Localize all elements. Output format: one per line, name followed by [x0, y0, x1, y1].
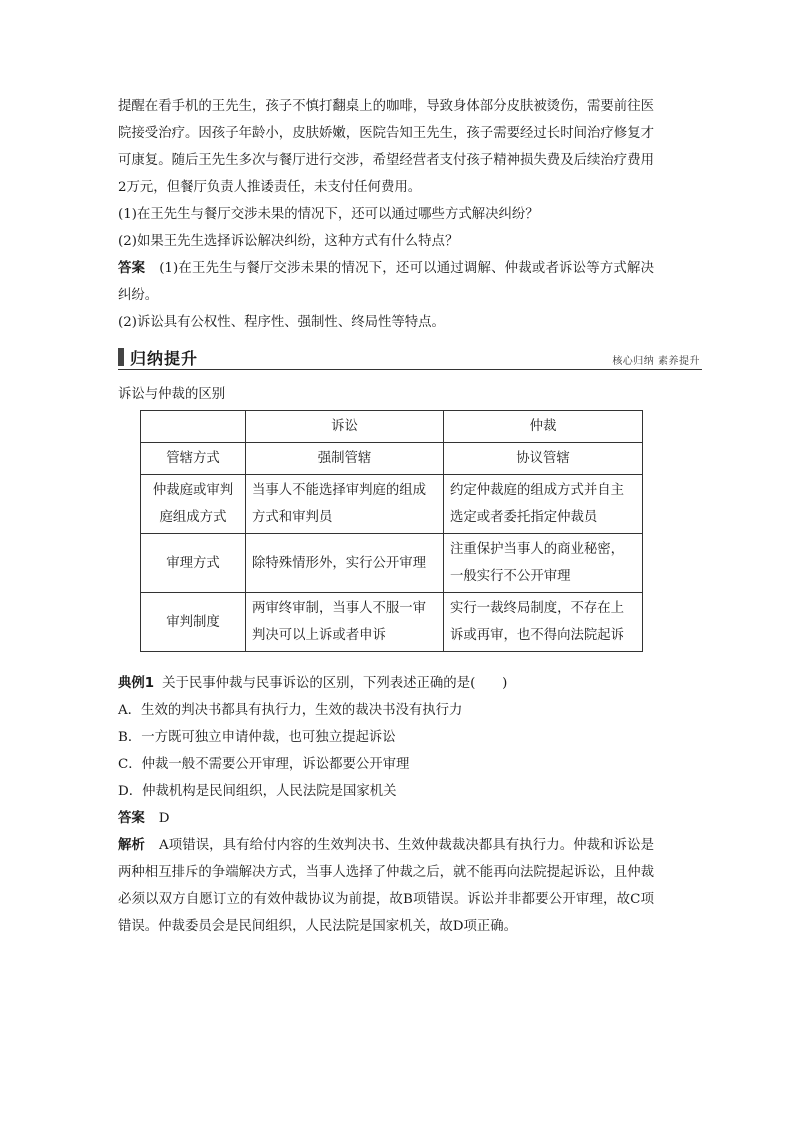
case-paragraph: 提醒在看手机的王先生，孩子不慎打翻桌上的咖啡，导致身体部分皮肤被烫伤，需要前往医院接受治疗。因孩子年龄小，皮肤娇嫩，医院告知王先生，孩子需要经过长时间治疗修复才可康复。随后王先生多次与餐厅进行交涉，希望经营者支付孩子精神损失费及后续治疗费用 2万元，但餐厅负责人推诿责任，未支付任何费用。: [118, 99, 654, 195]
comparison-table: [140, 410, 643, 652]
question-1: (1)在王先生与餐厅交涉未果的情况下，还可以通过哪些方式解决纠纷？: [118, 207, 539, 222]
answer-2: (2)诉讼具有公权性、程序性、强制性、终局性等特点。: [118, 315, 445, 330]
section-header: [118, 346, 700, 370]
cell-litigation: 两审终审制，当事人不服一审判决可以上诉或者申诉: [246, 593, 444, 652]
table-header-empty: [141, 411, 246, 443]
document-page: [118, 93, 700, 940]
row-head: 审理方式: [141, 534, 246, 593]
table-header-arbitration: 仲裁: [444, 411, 643, 443]
cell-arbitration: 实行一裁终局制度，不存在上诉或再审，也不得向法院起诉: [444, 593, 643, 652]
example-answer: [118, 805, 654, 832]
option-d: D．仲裁机构是民间组织，人民法院是国家机关: [118, 784, 397, 799]
answer-1: (1)在王先生与餐厅交涉未果的情况下，还可以通过调解、仲裁或者诉讼等方式解决纠纷。: [118, 261, 655, 303]
option-b: B．一方既可独立申请仲裁，也可独立提起诉讼: [118, 730, 396, 745]
section-underline: [118, 369, 702, 370]
cell-arbitration: 约定仲裁庭的组成方式并自主选定或者委托指定仲裁员: [444, 475, 643, 534]
example-stem: 关于民事仲裁与民事诉讼的区别，下列表述正确的是( ): [162, 676, 508, 691]
analysis-text: A项错误，具有给付内容的生效判决书、生效仲裁裁决都具有执行力。仲裁和诉讼是两种相互排斥的争端解决方式，当事人选择了仲裁之后，就不能再向法院提起诉讼，且仲裁必须以双方自愿订立的有效仲裁协议为前提，故B项错误。诉讼并非都要公开审理，故C项错误。仲裁委员会是民间组织，人民法院是国家机关，故D项正确。: [118, 838, 654, 934]
table-caption: 诉讼与仲裁的区别: [118, 387, 226, 402]
example-answer-value: D: [158, 811, 170, 826]
table-row: [141, 593, 643, 652]
table-row: [141, 475, 643, 534]
table-header-litigation: 诉讼: [246, 411, 444, 443]
row-head: 仲裁庭或审判庭组成方式: [141, 475, 246, 534]
analysis-label: 解析: [118, 838, 145, 853]
row-head: 管辖方式: [141, 443, 246, 475]
cell-litigation: 当事人不能选择审判庭的组成方式和审判员: [246, 475, 444, 534]
section-title: 归纳提升: [130, 349, 199, 368]
answer-label: 答案: [118, 261, 146, 276]
cell-arbitration: 协议管辖: [444, 443, 643, 475]
example-block: [118, 670, 654, 940]
table-header-row: [141, 411, 643, 443]
table-row: [141, 534, 643, 593]
section-marker: [118, 348, 124, 366]
answer-block: [118, 255, 654, 309]
option-c: C．仲裁一般不需要公开审理，诉讼都要公开审理: [118, 757, 410, 772]
example-analysis: [118, 832, 654, 940]
question-2: (2)如果王先生选择诉讼解决纠纷，这种方式有什么特点？: [118, 234, 459, 249]
section-subtitle: 核心归纳 素养提升: [612, 356, 700, 367]
option-a: A．生效的判决书都具有执行力，生效的裁决书没有执行力: [118, 703, 463, 718]
cell-litigation: 强制管辖: [246, 443, 444, 475]
example-stem-line: [118, 670, 654, 697]
table-row: [141, 443, 643, 475]
example-answer-label: 答案: [118, 811, 145, 826]
cell-arbitration: 注重保护当事人的商业秘密，一般实行不公开审理: [444, 534, 643, 593]
cell-litigation: 除特殊情形外，实行公开审理: [246, 534, 444, 593]
example-label: 典例1: [118, 676, 155, 691]
row-head: 审判制度: [141, 593, 246, 652]
